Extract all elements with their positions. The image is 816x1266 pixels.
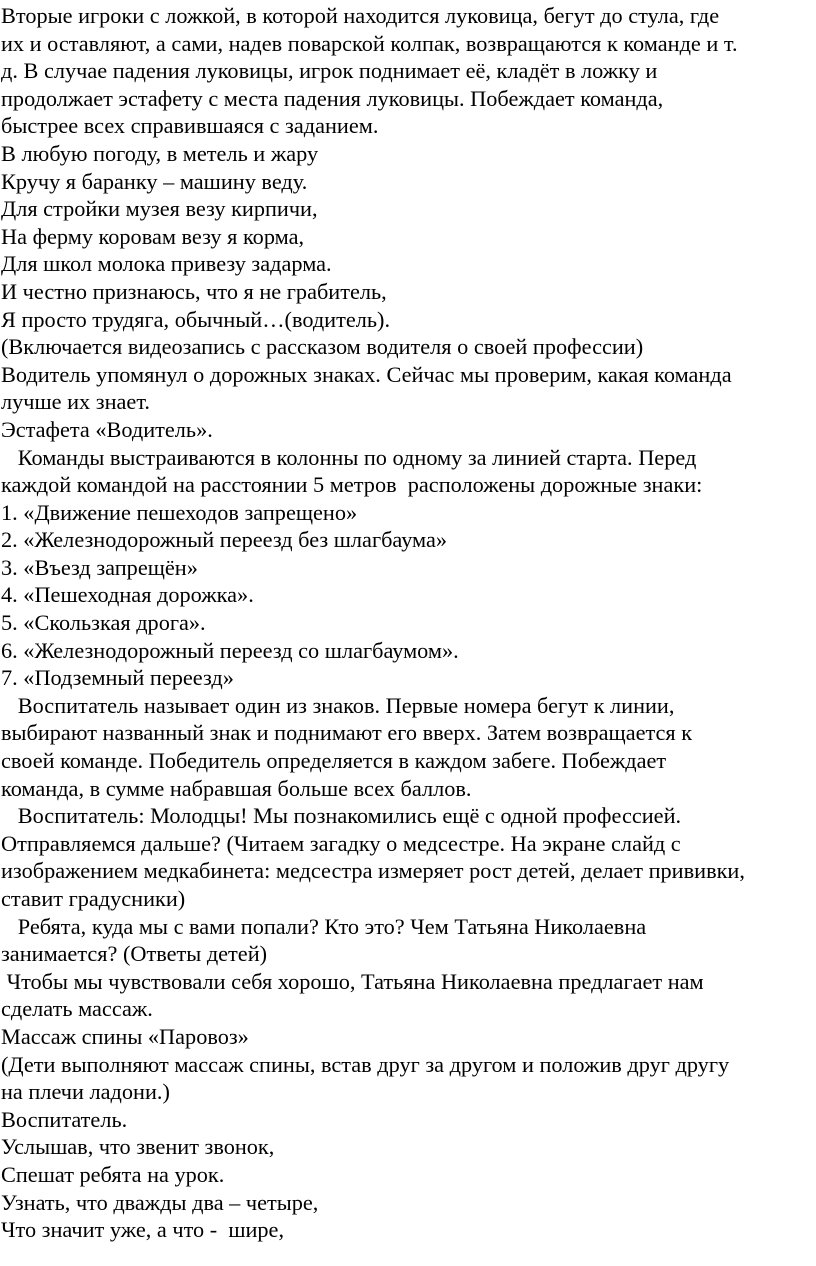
list-item: 3. «Въезд запрещён» bbox=[1, 554, 198, 580]
text-line: быстрее всех справившаяся с заданием. bbox=[1, 113, 379, 139]
section-heading: Массаж спины «Паровоз» bbox=[1, 1023, 249, 1049]
text-line: лучше их знает. bbox=[1, 389, 150, 415]
text-line: Вторые игроки с ложкой, в которой находится луковица, бегут до стула, где bbox=[1, 3, 720, 28]
poem-line: Для стройки музея везу кирпичи, bbox=[1, 196, 318, 222]
text-line: Воспитатель. bbox=[1, 1106, 128, 1132]
text-line: выбирают названный знак и поднимают его вверх. Затем возвращается к bbox=[1, 720, 693, 746]
text-line: Водитель упомянул о дорожных знаках. Сейчас мы проверим, какая команда bbox=[1, 361, 732, 387]
list-item: 1. «Движение пешеходов запрещено» bbox=[1, 499, 358, 525]
text-line: каждой командой на расстоянии 5 метров расположены дорожные знаки: bbox=[1, 472, 703, 498]
text-line: на плечи ладони.) bbox=[1, 1079, 170, 1105]
poem-line: Услышав, что звенит звонок, bbox=[1, 1134, 275, 1160]
list-item: 2. «Железнодорожный переезд без шлагбаума» bbox=[1, 527, 448, 553]
poem-line: В любую погоду, в метель и жару bbox=[1, 140, 319, 166]
poem-line: Узнать, что дважды два – четыре, bbox=[1, 1189, 319, 1215]
text-line: Команды выстраиваются в колонны по одному за линией старта. Перед bbox=[1, 444, 697, 470]
text-line: (Дети выполняют массаж спины, встав друг за другом и положив друг другу bbox=[1, 1051, 730, 1077]
text-line: Воспитатель: Молодцы! Мы познакомились ещё с одной профессией. bbox=[1, 803, 682, 829]
text-line: сделать массаж. bbox=[1, 996, 153, 1022]
text-line: Ребята, куда мы с вами попали? Кто это? Чем Татьяна Николаевна bbox=[1, 913, 647, 939]
poem-line: И честно признаюсь, что я не грабитель, bbox=[1, 278, 387, 304]
text-line: занимается? (Ответы детей) bbox=[1, 941, 268, 967]
poem-line: Что значит уже, а что - шире, bbox=[1, 1217, 285, 1243]
poem-line: На ферму коровам везу я корма, bbox=[1, 223, 305, 249]
text-line: (Включается видеозапись с рассказом водителя о своей профессии) bbox=[1, 334, 644, 360]
list-item: 4. «Пешеходная дорожка». bbox=[1, 582, 254, 608]
text-line: своей команде. Победитель определяется в каждом забеге. Побеждает bbox=[1, 748, 667, 774]
text-line: изображением медкабинета: медсестра измеряет рост детей, делает прививки, bbox=[1, 858, 745, 884]
poem-line: Кручу я баранку – машину веду. bbox=[1, 168, 308, 194]
poem-line: Спешат ребята на урок. bbox=[1, 1161, 225, 1187]
text-line: продолжает эстафету с места падения луковицы. Побеждает команда, bbox=[1, 85, 664, 111]
poem-line: Для школ молока привезу задарма. bbox=[1, 251, 332, 277]
text-line: д. В случае падения луковицы, игрок поднимает её, кладёт в ложку и bbox=[1, 58, 658, 84]
text-line: их и оставляют, а сами, надев поварской колпак, возвращаются к команде и т. bbox=[1, 30, 738, 56]
text-line: Отправляемся дальше? (Читаем загадку о медсестре. На экране слайд с bbox=[1, 830, 681, 856]
poem-line: Я просто трудяга, обычный…(водитель). bbox=[1, 306, 391, 332]
list-item: 7. «Подземный переезд» bbox=[1, 665, 234, 691]
text-line: Чтобы мы чувствовали себя хорошо, Татьяна Николаевна предлагает нам bbox=[1, 968, 704, 994]
text-line: ставит градусники) bbox=[1, 886, 186, 911]
text-line: Воспитатель называет один из знаков. Первые номера бегут к линии, bbox=[1, 692, 675, 718]
text-line: команда, в сумме набравшая больше всех баллов. bbox=[1, 775, 472, 801]
list-item: 5. «Скользкая дрога». bbox=[1, 610, 206, 636]
list-item: 6. «Железнодорожный переезд со шлагбаумом». bbox=[1, 637, 459, 663]
section-heading: Эстафета «Водитель». bbox=[1, 416, 213, 442]
